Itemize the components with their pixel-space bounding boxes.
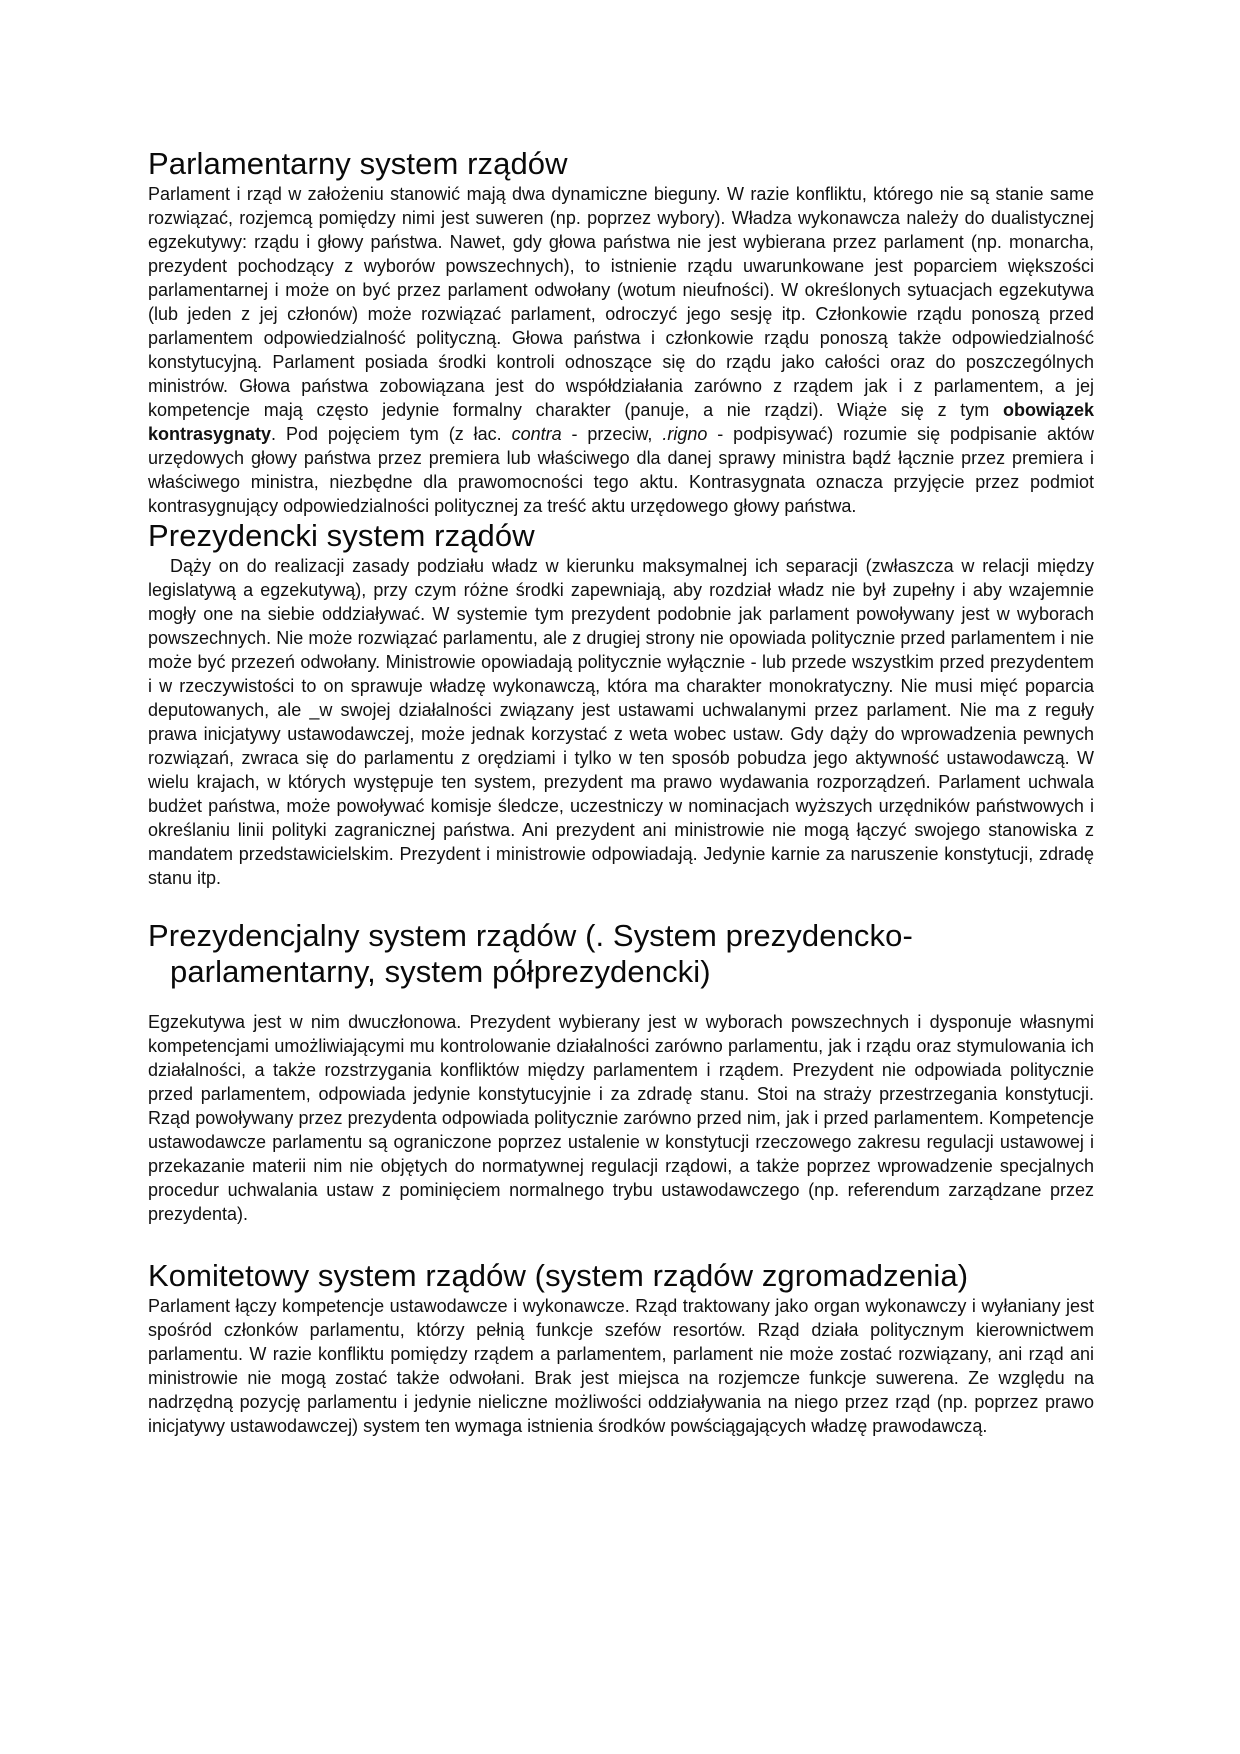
paragraph-text: Parlament i rząd w założeniu stanowić mają dwa dynamiczne bieguny. W razie konfliktu, którego nie są stanie same rozwiązać, rozjemcą pomiędzy nimi jest suweren (np. poprzez wybory). Władza wykonawcza należy do dualistycznej egzekutywy: rządu i głowy państwa. Nawet, gdy głowa państwa nie jest wybierana przez parlament (np. monarcha, prezydent pochodzący z wyborów powszechnych), to istnienie rządu uwarunkowane jest poparciem większości parlamentarnej i może on być przez parlament odwołany (wotum nieufności). W określonych sytuacjach egzekutywa (lub jeden z jej członów) może rozwiązać parlament, odroczyć jego sesję itp. Członkowie rządu ponoszą przed parlamentem odpowiedzialność polityczną. Głowa państwa i członkowie rządu ponoszą także odpowiedzialność konstytucyjną. Parlament posiada środki kontroli odnoszące się do rządu jako całości oraz do poszczególnych ministrów. Głowa państwa zobowiązana jest do współdziałania zarówno z rządem jak i z parlamentem, a jej kompetencje mają często jedynie formalny charakter (panuje, a nie rządzi). Wiąże się z tym [148,184,1094,420]
italic-term-rigno: .rigno [662,424,708,444]
section-paragraph-prezydencki: Dąży on do realizacji zasady podziału władz w kierunku maksymalnej ich separacji (zwłaszcza w relacji między legislatywą a egzekutywą), przy czym różne środki zapewniają, aby rozdział władz nie był zupełny i aby wzajemnie mogły one na siebie oddziaływać. W systemie tym prezydent podobnie jak parlament powoływany jest w wyborach powszechnych. Nie może rozwiązać parlamentu, ale z drugiej strony nie opowiada politycznie przed parlamentem i nie może być przezeń odwołany. Ministrowie opowiadają politycznie wyłącznie - lub przede wszystkim przed prezydentem i w rzeczywistości to on sprawuje władzę wykonawczą, która ma charakter monokratyczny. Nie musi mięć poparcia deputowanych, ale _w swojej działalności związany jest ustawami uchwalanymi przez parlament. Nie ma z reguły prawa inicjatywy ustawodawczej, może jednak korzystać z weta wobec ustaw. Gdy dąży do wprowadzenia pewnych rozwiązań, zwraca się do parlamentu z orędziami i tylko w ten sposób pobudza jego aktywność ustawodawczą. W wielu krajach, w których występuje ten system, prezydent ma prawo wydawania rozporządzeń. Parlament uchwala budżet państwa, może powoływać komisje śledcze, uczestniczy w nominacjach wyższych urzędników państwowych i określaniu linii polityki zagranicznej państwa. Ani prezydent ani ministrowie nie mogą łączyć swojego stanowiska z mandatem przedstawicielskim. Prezydent i ministrowie odpowiadają. Jedynie karnie za naruszenie konstytucji, zdradę stanu itp. [148,556,1094,888]
paragraph-text: - podpisywać) rozumie się podpisanie aktów urzędowych głowy państwa przez premiera lub właściwego dla danej sprawy ministra bądź łącznie przez premiera i właściwego ministra, niezbędne dla prawomocności tego aktu. Kontrasygnata oznacza przyjęcie przez podmiot kontrasygnujący odpowiedzialności politycznej za treść aktu urzędowego głowy państwa. [148,424,1094,516]
paragraph-text: - przeciw, [561,424,663,444]
section-paragraph-parlamentarny [148,182,1094,518]
paragraph-text: . Pod pojęciem tym (z łac. [271,424,512,444]
section-paragraph-prezydencjalny: Egzekutywa jest w nim dwuczłonowa. Prezydent wybierany jest w wyborach powszechnych i dysponuje własnymi kompetencjami umożliwiającymi mu kontrolowanie działalności zarówno parlamentu, jak i rządu oraz stymulowania ich działalności, a także rozstrzygania konfliktów między parlamentem i rządem. Prezydent nie odpowiada politycznie przed parlamentem, odpowiada jedynie konstytucyjnie i za zdradę stanu. Stoi na straży przestrzegania konstytucji. Rząd powoływany przez prezydenta odpowiada politycznie zarówno przed nim, jak i przed parlamentem. Kompetencje ustawodawcze parlamentu są ograniczone poprzez ustalenie w konstytucji rzeczowego zakresu regulacji ustawowej i przekazanie materii nim nie objętych do normatywnej regulacji rządowi, a także poprzez wprowadzenie specjalnych procedur uchwalania ustaw z pominięciem normalnego trybu ustawodawczego (np. referendum zarządzane przez prezydenta). [148,1012,1094,1224]
italic-term-contra: contra [511,424,562,444]
section-heading-prezydencki: Prezydencki system rządów [148,518,535,553]
bold-term-kontrasygnata: obowiązek kontrasygnaty [148,400,1094,444]
section-paragraph-komitetowy: Parlament łączy kompetencje ustawodawcze i wykonawcze. Rząd traktowany jako organ wykonawczy i wyłaniany jest spośród członków parlamentu, którzy pełnią funkcje szefów resortów. Rząd działa politycznym kierownictwem parlamentu. W razie konfliktu pomiędzy rządem a parlamentem, parlament nie może zostać rozwiązany, ani rząd ani ministrowie nie mogą zostać także odwołani. Brak jest miejsca na rozjemcze funkcje suwerena. Ze względu na nadrzędną pozycję parlamentu i jedynie nieliczne możliwości oddziaływania na niego przez rząd (np. poprzez prawo inicjatywy ustawodawczej) system ten wymaga istnienia środków powściągających władzę prawodawczą. [148,1296,1094,1436]
document-page [148,146,1094,1438]
section-heading-komitetowy: Komitetowy system rządów (system rządów zgromadzenia) [148,1258,969,1293]
section-heading-parlamentarny: Parlamentarny system rządów [148,146,568,181]
section-heading-prezydencjalny: Prezydencjalny system rządów (. System prezydencko-parlamentarny, system półprezydencki) [148,918,913,989]
